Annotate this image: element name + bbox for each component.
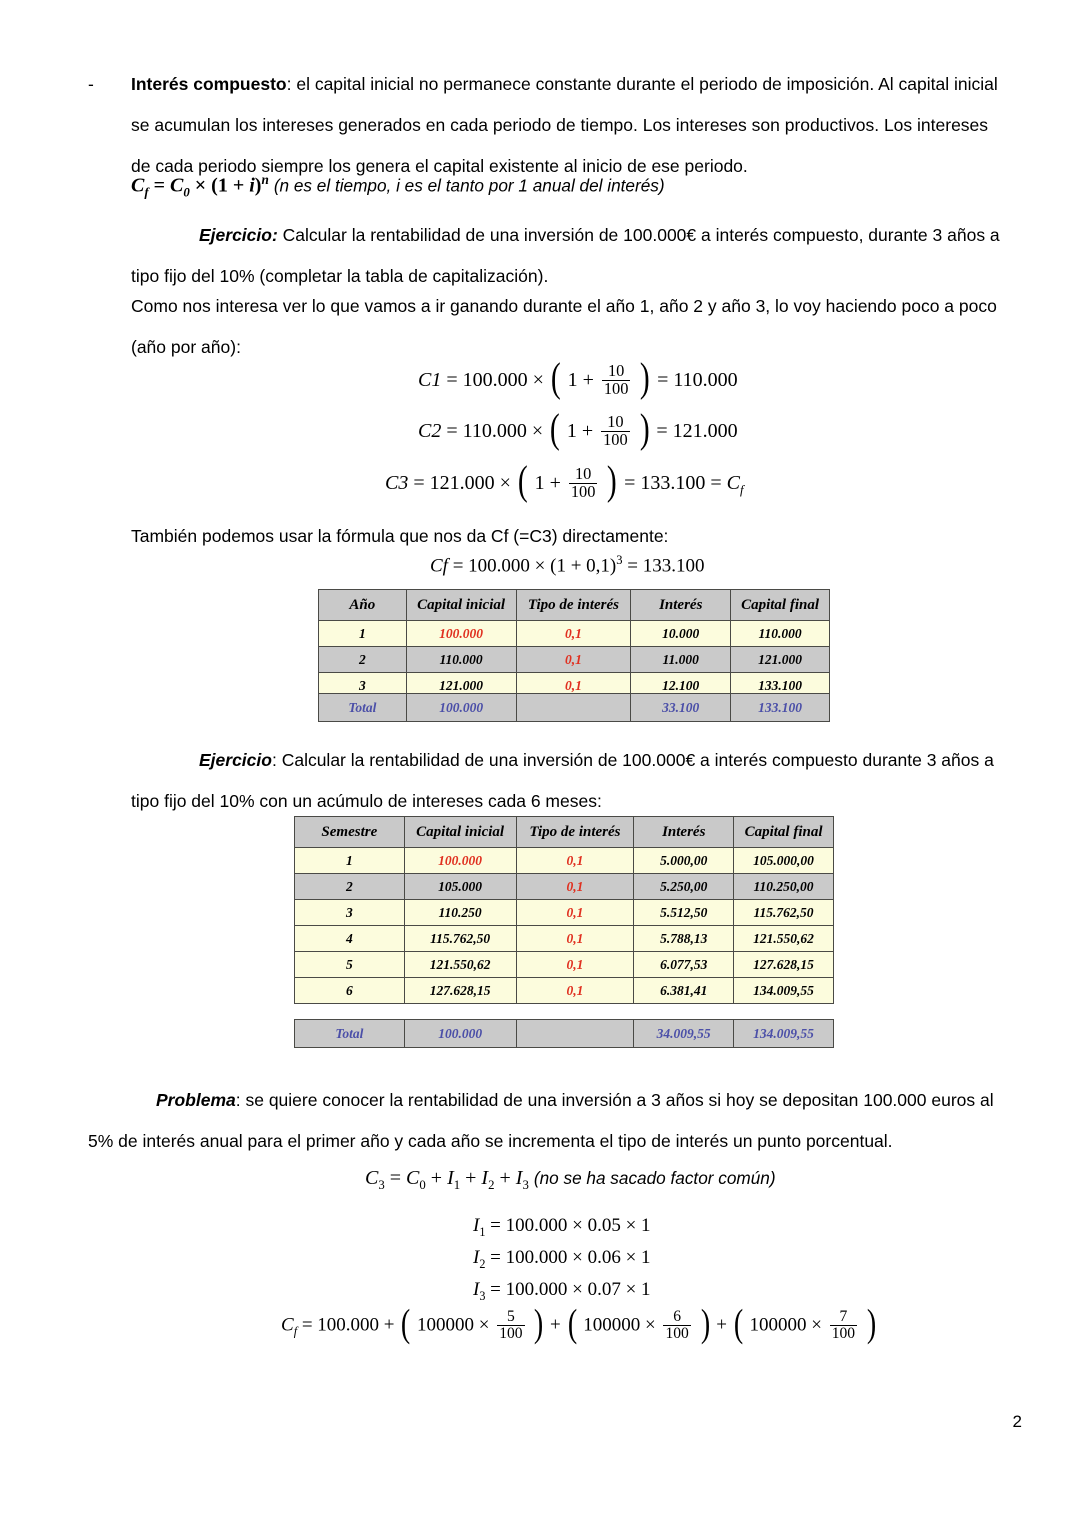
equation-c3-base: 121.000 <box>429 471 495 494</box>
equation-i1-body: 100.000 × 0.05 × 1 <box>505 1215 651 1236</box>
equation-cf-final: $C_f = 100.000$ + ( 100000 × $\frac{5}{100}$ ) + ( 100000 × $\frac{6}{100}$ ) + ( 100000 × $\frac{7}{100}$ ) <box>281 1301 876 1345</box>
ejercicio-label-1: Ejercicio: <box>199 225 278 245</box>
formula-exponent-n: n <box>261 172 269 187</box>
capitalization-table-annual <box>318 589 830 699</box>
table2-total-body <box>295 1020 834 1048</box>
table1-cell: 2 <box>319 647 407 673</box>
equation-cffinal-num-3: 7 <box>839 1308 848 1325</box>
equation-c1-base: 100.000 <box>462 368 528 391</box>
table1-cell: 100.000 <box>406 621 516 647</box>
table2-row <box>295 926 834 952</box>
table2-cell: 134.009,55 <box>734 978 834 1004</box>
ejercicio-label-2: Ejercicio <box>199 750 272 770</box>
table1-row <box>319 621 830 647</box>
table2-cell: 127.628,15 <box>734 952 834 978</box>
paragraph-tambien-podemos <box>131 516 1011 557</box>
table2-cell: 110.250 <box>404 900 516 926</box>
table1-header-cell: Interés <box>631 590 731 621</box>
equation-cffinal-plus-1: + <box>383 1314 395 1336</box>
equation-c3-fraction <box>569 466 598 500</box>
equation-c3sum-t3-sub: 2 <box>488 1178 495 1192</box>
equation-i3-body: 100.000 × 0.07 × 1 <box>505 1279 651 1300</box>
equation-cf-base: 100.000 <box>468 555 530 577</box>
equation-c2-times: × <box>531 419 544 442</box>
table2-cell: 121.550,62 <box>734 926 834 952</box>
table2-row <box>295 900 834 926</box>
equation-i3 <box>473 1279 651 1304</box>
table2-cell: 0,1 <box>516 900 634 926</box>
equation-c3sum-lhs: C <box>365 1167 379 1189</box>
equation-cffinal-times-1: × <box>478 1314 490 1336</box>
equation-c3-result-equals: = <box>624 471 636 494</box>
paragraph-ejercicio-2 <box>131 740 1016 822</box>
equation-c3sum-t4: I <box>515 1167 523 1189</box>
page-number: 2 <box>1012 1412 1022 1431</box>
equation-c3sum-t2: I <box>447 1167 454 1189</box>
equation-c2-label: C2 <box>418 419 442 442</box>
equation-i2-body: 100.000 × 0.06 × 1 <box>505 1247 651 1268</box>
table1-total-cell: 133.100 <box>731 694 830 722</box>
table1-cell: 121.000 <box>406 673 516 699</box>
paragraph-ejercicio-1 <box>131 215 1011 297</box>
table1-cell: 11.000 <box>631 647 731 673</box>
table2-cell: 121.550,62 <box>404 952 516 978</box>
table2-cell: 115.762,50 <box>404 926 516 952</box>
equation-c3sum-lhs-sub: 3 <box>378 1178 385 1192</box>
table1-cell: 0,1 <box>516 673 631 699</box>
table2-cell: 5 <box>295 952 405 978</box>
equation-cf-result: 133.100 <box>642 555 705 577</box>
table2-cell: 105.000 <box>404 874 516 900</box>
paragraph-problema <box>88 1080 1013 1162</box>
equation-i3-equals: = <box>490 1279 501 1300</box>
equation-cffinal-factor-2: 100000 <box>583 1314 641 1336</box>
equation-c2-numerator: 10 <box>607 412 624 431</box>
equation-cffinal-den-2: 100 <box>665 1324 689 1342</box>
table2-total-cell: Total <box>295 1020 405 1048</box>
equation-i1-symbol: I <box>473 1215 480 1236</box>
formula-close-paren: ) <box>254 174 262 197</box>
equation-cf-times: × <box>534 555 546 577</box>
equation-cf-label: Cf <box>430 555 448 577</box>
equation-c1-result-equals: = <box>657 368 669 391</box>
equation-c3-tail-equals: = <box>710 471 722 494</box>
table2-header-cell: Tipo de interés <box>516 817 634 848</box>
table2-cell: 100.000 <box>404 848 516 874</box>
equation-cf-direct <box>430 553 705 577</box>
equation-i1-subscript: 1 <box>479 1224 486 1239</box>
equation-c1-equals: = <box>446 368 458 391</box>
table1-cell: 10.000 <box>631 621 731 647</box>
equation-cffinal-times-2: × <box>644 1314 656 1336</box>
equation-cffinal-plus-3: + <box>716 1314 728 1336</box>
equation-c2-result-equals: = <box>656 419 668 442</box>
table2-cell: 127.628,15 <box>404 978 516 1004</box>
table2-header-cell: Capital inicial <box>404 817 516 848</box>
equation-c1: C1 = 100.000 × ( 1 + $\frac{10}{100}$ ) = 110.000 <box>418 353 738 400</box>
equation-cffinal-lhs: C <box>281 1314 294 1336</box>
equation-c1-one-plus: 1 + <box>567 368 594 391</box>
table2-total-cell <box>516 1020 634 1048</box>
equation-c3sum-t2-sub: 1 <box>453 1178 461 1192</box>
equation-c1-denominator: 100 <box>603 378 629 398</box>
equation-cf-paren: (1 + 0,1) <box>550 555 617 577</box>
table1-header-row <box>319 590 830 621</box>
table2-cell: 0,1 <box>516 952 634 978</box>
table2-cell: 0,1 <box>516 848 634 874</box>
equation-cf-exponent: 3 <box>616 553 623 567</box>
formula-c0-symbol: C <box>170 174 184 197</box>
equation-cffinal-num-1: 5 <box>506 1308 515 1325</box>
equation-cffinal-num-2: 6 <box>673 1308 682 1325</box>
paragraph-body: : el capital inicial no permanece constante durante el periodo de imposición. Al capital inicial se acumulan los intereses generados en cada periodo de tiempo. Los intereses son productivos. Los intereses de cada periodo siempre los genera el capital existente al inicio de ese periodo. <box>131 74 998 176</box>
table2-cell: 6.381,41 <box>634 978 734 1004</box>
table2-total-cell: 100.000 <box>404 1020 516 1048</box>
table2-cell: 115.762,50 <box>734 900 834 926</box>
table2-row <box>295 848 834 874</box>
table2-cell: 5.512,50 <box>634 900 734 926</box>
equation-c3-tail-subscript: f <box>740 482 744 497</box>
equation-cffinal-fraction-1 <box>497 1309 524 1342</box>
table2-cell: 105.000,00 <box>734 848 834 874</box>
table2-cell: 110.250,00 <box>734 874 834 900</box>
table2-cell: 3 <box>295 900 405 926</box>
table2-cell: 5.250,00 <box>634 874 734 900</box>
equation-c3sum-t1: C <box>406 1167 420 1189</box>
table2-cell: 4 <box>295 926 405 952</box>
formula-open-paren: (1 + <box>211 174 250 197</box>
equation-c1-fraction <box>602 363 631 397</box>
ejercicio-text-1: Calcular la rentabilidad de una inversión de 100.000€ a interés compuesto, durante 3 años a tipo fijo del 10% (completar la tabla de capitalización). <box>131 225 1000 286</box>
table2-row <box>295 978 834 1004</box>
equation-cffinal-den-1: 100 <box>499 1324 523 1342</box>
paragraph-como-nos-interesa <box>131 286 1011 368</box>
table2-cell: 6 <box>295 978 405 1004</box>
equation-c1-label: C1 <box>418 368 442 391</box>
equation-c3-denominator: 100 <box>570 481 596 501</box>
formula-i-symbol: i <box>249 174 255 197</box>
formula-compound-interest <box>131 172 665 201</box>
table1-cell: 0,1 <box>516 647 631 673</box>
formula-c0-subscript: 0 <box>183 185 190 200</box>
equation-c3sum-annotation: (no se ha sacado factor común) <box>533 1168 776 1188</box>
capitalization-table-semester-total <box>294 1019 834 1048</box>
table2-total-cell: 134.009,55 <box>734 1020 834 1048</box>
paragraph-interes-compuesto <box>131 64 1011 187</box>
equation-cffinal-lhs-sub: f <box>293 1324 298 1339</box>
paragraph-lead-bold: Interés compuesto <box>131 74 287 94</box>
equation-c2-equals: = <box>446 419 458 442</box>
table1-total-body <box>319 694 830 722</box>
table1-total-cell: Total <box>319 694 407 722</box>
equation-c2: C2 = 110.000 × ( 1 + $\frac{10}{100}$ ) = 121.000 <box>418 404 738 451</box>
formula-equals: = <box>153 174 166 197</box>
equation-cffinal-equals: = <box>301 1314 313 1336</box>
equation-cf-equals: = <box>452 555 464 577</box>
equation-i1-equals: = <box>490 1215 501 1236</box>
table2-cell: 2 <box>295 874 405 900</box>
equation-cffinal-times-3: × <box>811 1314 822 1336</box>
table1-total-row <box>319 694 830 722</box>
table2-header-cell: Interés <box>634 817 734 848</box>
equation-c2-fraction <box>601 414 630 448</box>
equation-c3sum-plus3: + <box>499 1167 511 1189</box>
problema-text: : se quiere conocer la rentabilidad de una inversión a 3 años si hoy se depositan 100.000 euros al 5% de interés anual para el primer año y cada año se incrementa el tipo de interés un punto porcentual. <box>88 1090 994 1151</box>
table2-body <box>295 848 834 1004</box>
table2-total-row <box>295 1020 834 1048</box>
paragraph-body-3: Como nos interesa ver lo que vamos a ir ganando durante el año 1, año 2 y año 3, lo voy haciendo poco a poco (año por año): <box>131 296 997 357</box>
equation-c1-result: 110.000 <box>673 368 738 391</box>
equation-c3-equals: = <box>413 471 425 494</box>
equation-c3sum-equals: = <box>389 1167 402 1189</box>
formula-cf-symbol: C <box>131 174 145 197</box>
table2-cell: 0,1 <box>516 926 634 952</box>
table1-cell: 121.000 <box>731 647 830 673</box>
equation-c2-one-plus: 1 + <box>566 419 594 442</box>
equation-c3: C3 = 121.000 × ( 1 + $\frac{10}{100}$ ) = $133.100 = C_f$ <box>385 456 744 503</box>
equation-c3sum-plus2: + <box>465 1167 477 1189</box>
problema-label: Problema <box>156 1090 236 1110</box>
equation-cffinal-base: 100.000 <box>317 1314 380 1336</box>
equation-c3-sum <box>365 1167 776 1193</box>
equation-cffinal-fraction-2 <box>663 1309 690 1342</box>
table2-header-cell: Semestre <box>295 817 405 848</box>
formula-cf-subscript: f <box>144 185 149 200</box>
table1-cell: 1 <box>319 621 407 647</box>
table1-cell: 12.100 <box>631 673 731 699</box>
bullet-marker: - <box>88 74 94 94</box>
formula-annotation: (n es el tiempo, i es el tanto por 1 anual del interés) <box>273 175 665 196</box>
capitalization-table-semester <box>294 816 834 1004</box>
equation-c3sum-t3: I <box>481 1167 489 1189</box>
equation-c3-one-plus: 1 + <box>534 471 561 494</box>
equation-i2 <box>473 1247 651 1272</box>
equation-i1 <box>473 1215 651 1240</box>
table1-header-cell: Año <box>319 590 407 621</box>
equation-c2-base: 110.000 <box>462 419 527 442</box>
equation-cffinal-plus-2: + <box>550 1314 561 1336</box>
equation-c3-result: 133.100 <box>640 471 706 494</box>
equation-i3-symbol: I <box>473 1279 480 1300</box>
table1-total-cell <box>516 694 631 722</box>
equation-c2-result: 121.000 <box>672 419 738 442</box>
table1-header-cell: Capital inicial <box>406 590 516 621</box>
equation-cffinal-den-3: 100 <box>831 1324 856 1342</box>
table2-row <box>295 874 834 900</box>
table1-cell: 110.000 <box>406 647 516 673</box>
table1-header-cell: Capital final <box>731 590 830 621</box>
table1-cell: 110.000 <box>731 621 830 647</box>
equation-c3sum-t4-sub: 3 <box>522 1178 529 1192</box>
table1-body <box>319 621 830 699</box>
capitalization-table-annual-total <box>318 693 830 722</box>
table1-row <box>319 647 830 673</box>
table2-row <box>295 952 834 978</box>
equation-c3-label: C3 <box>385 471 409 494</box>
equation-c1-numerator: 10 <box>607 361 625 380</box>
equation-i3-subscript: 3 <box>479 1288 486 1303</box>
table2-cell: 6.077,53 <box>634 952 734 978</box>
table2-header-cell: Capital final <box>734 817 834 848</box>
ejercicio-text-2: : Calcular la rentabilidad de una inversión de 100.000€ a interés compuesto durante 3 años a tipo fijo del 10% con un acúmulo de intereses cada 6 meses: <box>131 750 994 811</box>
equation-i2-subscript: 2 <box>479 1256 486 1271</box>
table2-header-row <box>295 817 834 848</box>
table1-total-cell: 100.000 <box>406 694 516 722</box>
table1-cell: 133.100 <box>731 673 830 699</box>
equation-cffinal-factor-1: 100000 <box>416 1314 474 1336</box>
table1-cell: 0,1 <box>516 621 631 647</box>
equation-i2-equals: = <box>490 1247 501 1268</box>
equation-c3-numerator: 10 <box>574 464 592 483</box>
table1-cell: 3 <box>319 673 407 699</box>
equation-cffinal-fraction-3 <box>830 1309 857 1342</box>
formula-times: × <box>194 174 207 197</box>
equation-c3-times: × <box>499 471 511 494</box>
table2-cell: 0,1 <box>516 978 634 1004</box>
equation-cf-result-equals: = <box>627 555 638 577</box>
equation-i2-symbol: I <box>473 1247 480 1268</box>
paragraph-body-4: También podemos usar la fórmula que nos da Cf (=C3) directamente: <box>131 526 669 546</box>
table2-cell: 5.788,13 <box>634 926 734 952</box>
equation-c1-times: × <box>532 368 544 391</box>
equation-c2-denominator: 100 <box>603 429 628 449</box>
table1-header-cell: Tipo de interés <box>516 590 631 621</box>
equation-c3sum-plus1: + <box>430 1167 443 1189</box>
equation-cffinal-factor-3: 100000 <box>749 1314 807 1336</box>
table2-total-cell: 34.009,55 <box>634 1020 734 1048</box>
table1-total-cell: 33.100 <box>631 694 731 722</box>
table2-cell: 5.000,00 <box>634 848 734 874</box>
equation-c3-tail-symbol: C <box>726 471 740 494</box>
table2-cell: 1 <box>295 848 405 874</box>
equation-c3sum-t1-sub: 0 <box>419 1178 426 1192</box>
table2-cell: 0,1 <box>516 874 634 900</box>
